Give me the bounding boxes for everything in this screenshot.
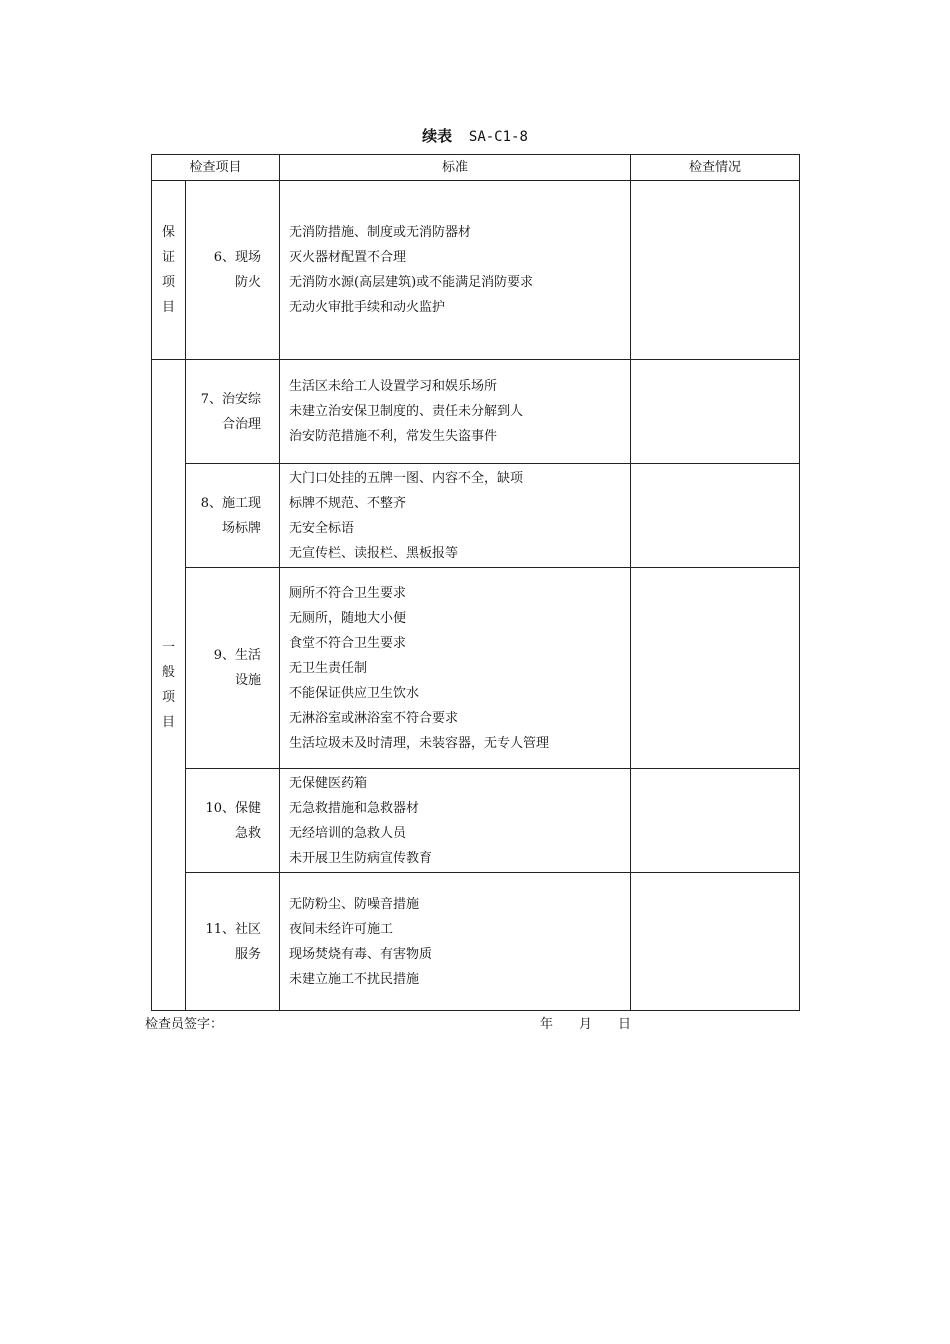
item-name	[186, 873, 280, 1011]
category-char: 般	[161, 665, 175, 680]
item-line: 9、生活	[213, 648, 262, 663]
header-standard: 标准	[280, 155, 631, 181]
item-line: 11、社区	[205, 921, 262, 937]
category-guarantee	[152, 181, 186, 360]
item-line: 合治理	[222, 416, 262, 432]
standard-line: 食堂不符合卫生要求	[289, 635, 407, 651]
standard-line: 无消防措施、制度或无消防器材	[289, 225, 472, 240]
standard-list	[280, 360, 631, 464]
result-cell[interactable]	[631, 769, 800, 873]
table-row	[152, 181, 800, 360]
item-line: 防火	[235, 275, 262, 290]
category-char: 一	[161, 640, 175, 655]
date-day-label: 日	[618, 1017, 632, 1032]
item-name	[186, 769, 280, 873]
standard-line: 标牌不规范、不整齐	[289, 495, 407, 511]
standard-line: 无急救措施和急救器材	[289, 800, 420, 816]
table-row	[152, 873, 800, 1011]
table-row	[152, 769, 800, 873]
result-cell[interactable]	[631, 360, 800, 464]
standard-line: 无动火审批手续和动火监护	[289, 300, 446, 315]
standard-line: 无经培训的急救人员	[289, 825, 407, 841]
item-line: 6、现场	[213, 250, 262, 265]
date-year-label: 年	[540, 1017, 554, 1032]
item-name	[186, 181, 280, 360]
standard-line: 未建立治安保卫制度的、责任未分解到人	[289, 404, 524, 419]
date-field	[540, 1015, 657, 1035]
date-month-label: 月	[579, 1017, 593, 1032]
standard-line: 生活区未给工人设置学习和娱乐场所	[289, 379, 498, 394]
category-char: 证	[161, 250, 175, 265]
result-cell[interactable]	[631, 181, 800, 360]
standard-line: 无宣传栏、读报栏、黑板报等	[289, 545, 459, 561]
standard-line: 大门口处挂的五牌一图、内容不全，缺项	[289, 470, 524, 486]
item-line: 10、保健	[205, 800, 262, 816]
item-name	[186, 568, 280, 769]
standard-list	[280, 568, 631, 769]
result-cell[interactable]	[631, 464, 800, 568]
standard-line: 无保健医药箱	[289, 775, 368, 791]
category-char: 项	[161, 690, 175, 705]
standard-line: 现场焚烧有毒、有害物质	[289, 946, 433, 962]
result-cell[interactable]	[631, 568, 800, 769]
standard-line: 不能保证供应卫生饮水	[289, 685, 420, 701]
item-name	[186, 464, 280, 568]
standard-line: 治安防范措施不利，常发生失盗事件	[289, 429, 498, 444]
standard-line: 厕所不符合卫生要求	[289, 585, 407, 601]
standard-list	[280, 464, 631, 568]
standard-list	[280, 873, 631, 1011]
standard-list	[280, 181, 631, 360]
standard-line: 灭火器材配置不合理	[289, 250, 407, 265]
item-line: 服务	[235, 946, 262, 962]
header-item: 检查项目	[152, 155, 280, 181]
standard-line: 生活垃圾未及时清理，未装容器，无专人管理	[289, 735, 550, 751]
standard-line: 无淋浴室或淋浴室不符合要求	[289, 710, 459, 726]
table-row	[152, 464, 800, 568]
standard-line: 无安全标语	[289, 520, 355, 536]
standard-line: 未建立施工不扰民措施	[289, 971, 420, 987]
signature-label: 检查员签字：	[145, 1017, 224, 1032]
category-general	[152, 360, 186, 1011]
header-result: 检查情况	[631, 155, 800, 181]
standard-line: 无消防水源(高层建筑)或不能满足消防要求	[289, 275, 534, 290]
category-char: 目	[161, 300, 175, 315]
table-header-row	[152, 155, 800, 181]
inspection-table	[151, 154, 800, 1011]
result-cell[interactable]	[631, 873, 800, 1011]
standard-list	[280, 769, 631, 873]
item-line: 设施	[235, 673, 262, 688]
item-line: 场标牌	[222, 520, 262, 536]
standard-line: 无卫生责任制	[289, 660, 368, 676]
standard-line: 无厕所，随地大小便	[289, 610, 407, 626]
category-char: 目	[161, 715, 175, 730]
item-line: 7、治安综	[200, 391, 262, 407]
table-row	[152, 360, 800, 464]
page-title	[0, 126, 950, 147]
title-code: SA-C1-8	[468, 129, 528, 145]
item-line: 急救	[235, 825, 262, 841]
standard-line: 无防粉尘、防噪音措施	[289, 896, 420, 912]
table-row	[152, 568, 800, 769]
category-char: 项	[161, 275, 175, 290]
item-name	[186, 360, 280, 464]
title-main: 续表	[422, 127, 453, 145]
item-line: 8、施工现	[200, 495, 262, 511]
category-char: 保	[161, 225, 175, 240]
standard-line: 未开展卫生防病宣传教育	[289, 850, 433, 866]
standard-line: 夜间未经许可施工	[289, 921, 394, 937]
